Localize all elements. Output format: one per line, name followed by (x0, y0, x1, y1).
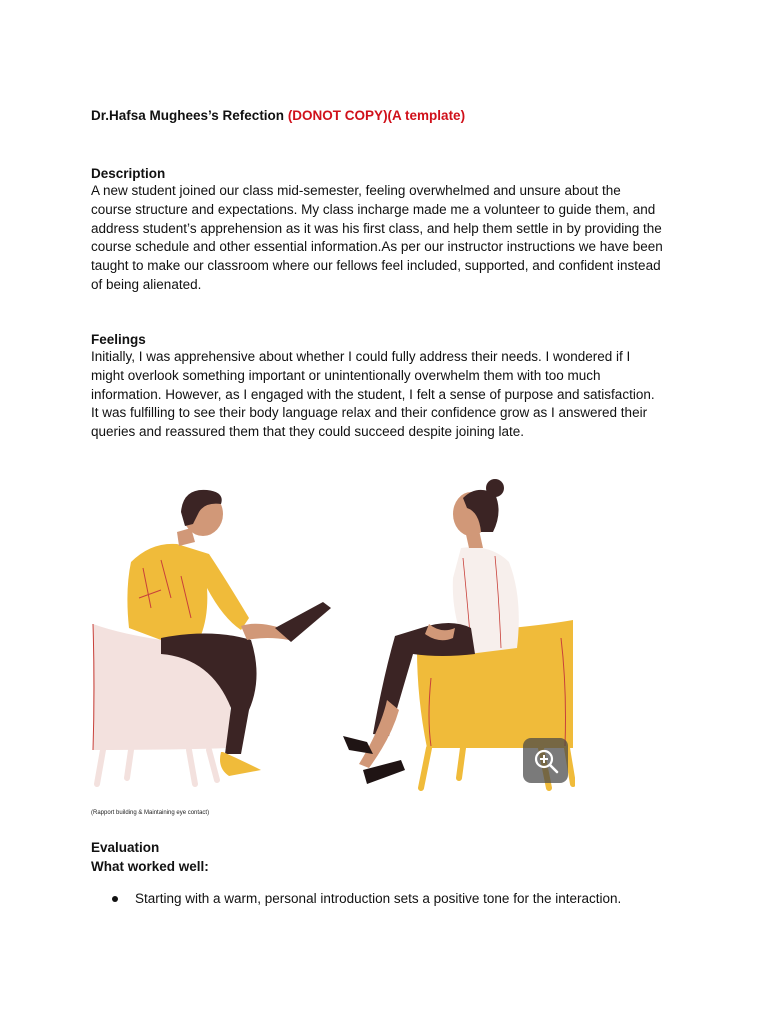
what-worked-well-subheading: What worked well: (91, 859, 209, 874)
description-line: course structure and expectations. My class incharge made me a volunteer to guide them, and (91, 201, 656, 217)
description-line: A new student joined our class mid-semester, feeling overwhelmed and unsure about the (91, 183, 621, 198)
feelings-paragraph (91, 348, 691, 442)
zoom-in-icon (532, 747, 560, 775)
description-line: taught to make our classroom where our fellows feel included, supported, and confident instead (91, 258, 661, 274)
evaluation-heading: Evaluation (91, 840, 160, 855)
title-main: Dr.Hafsa Mughees’s Refection (91, 108, 288, 123)
list-item (112, 891, 621, 906)
figure-caption: (Rapport building & Maintaining eye contact) (91, 810, 210, 816)
description-paragraph (91, 182, 691, 295)
bullet-icon (112, 896, 118, 902)
feelings-line: queries and reassured them that they could succeed despite joining late. (91, 424, 525, 440)
zoom-in-button[interactable] (523, 738, 568, 783)
evaluation-bullet-list (112, 891, 621, 906)
counseling-illustration (91, 478, 575, 796)
title-note: (DONOT COPY)(A template) (287, 108, 466, 123)
document-title (91, 108, 465, 123)
feelings-line: It was fulfilling to see their body language relax and their confidence grow as I answered their (91, 405, 648, 421)
description-line: of being alienated. (91, 276, 202, 292)
bullet-text: Starting with a warm, personal introduction sets a positive tone for the interaction. (135, 891, 622, 906)
feelings-line: might overlook something important or unintentionally overwhelm them with too much (91, 367, 601, 383)
description-line: course schedule and other essential information.As per our instructor instructions we have been (91, 239, 663, 255)
description-line: address student’s apprehension as it was his first class, and help them settle in by providing the (91, 220, 662, 236)
feelings-heading: Feelings (91, 332, 146, 347)
description-heading: Description (91, 166, 166, 181)
feelings-line: Initially, I was apprehensive about whether I could fully address their needs. I wondered if I (91, 349, 631, 364)
feelings-line: information. However, as I engaged with the student, I felt a sense of purpose and satisfaction. (91, 386, 655, 402)
